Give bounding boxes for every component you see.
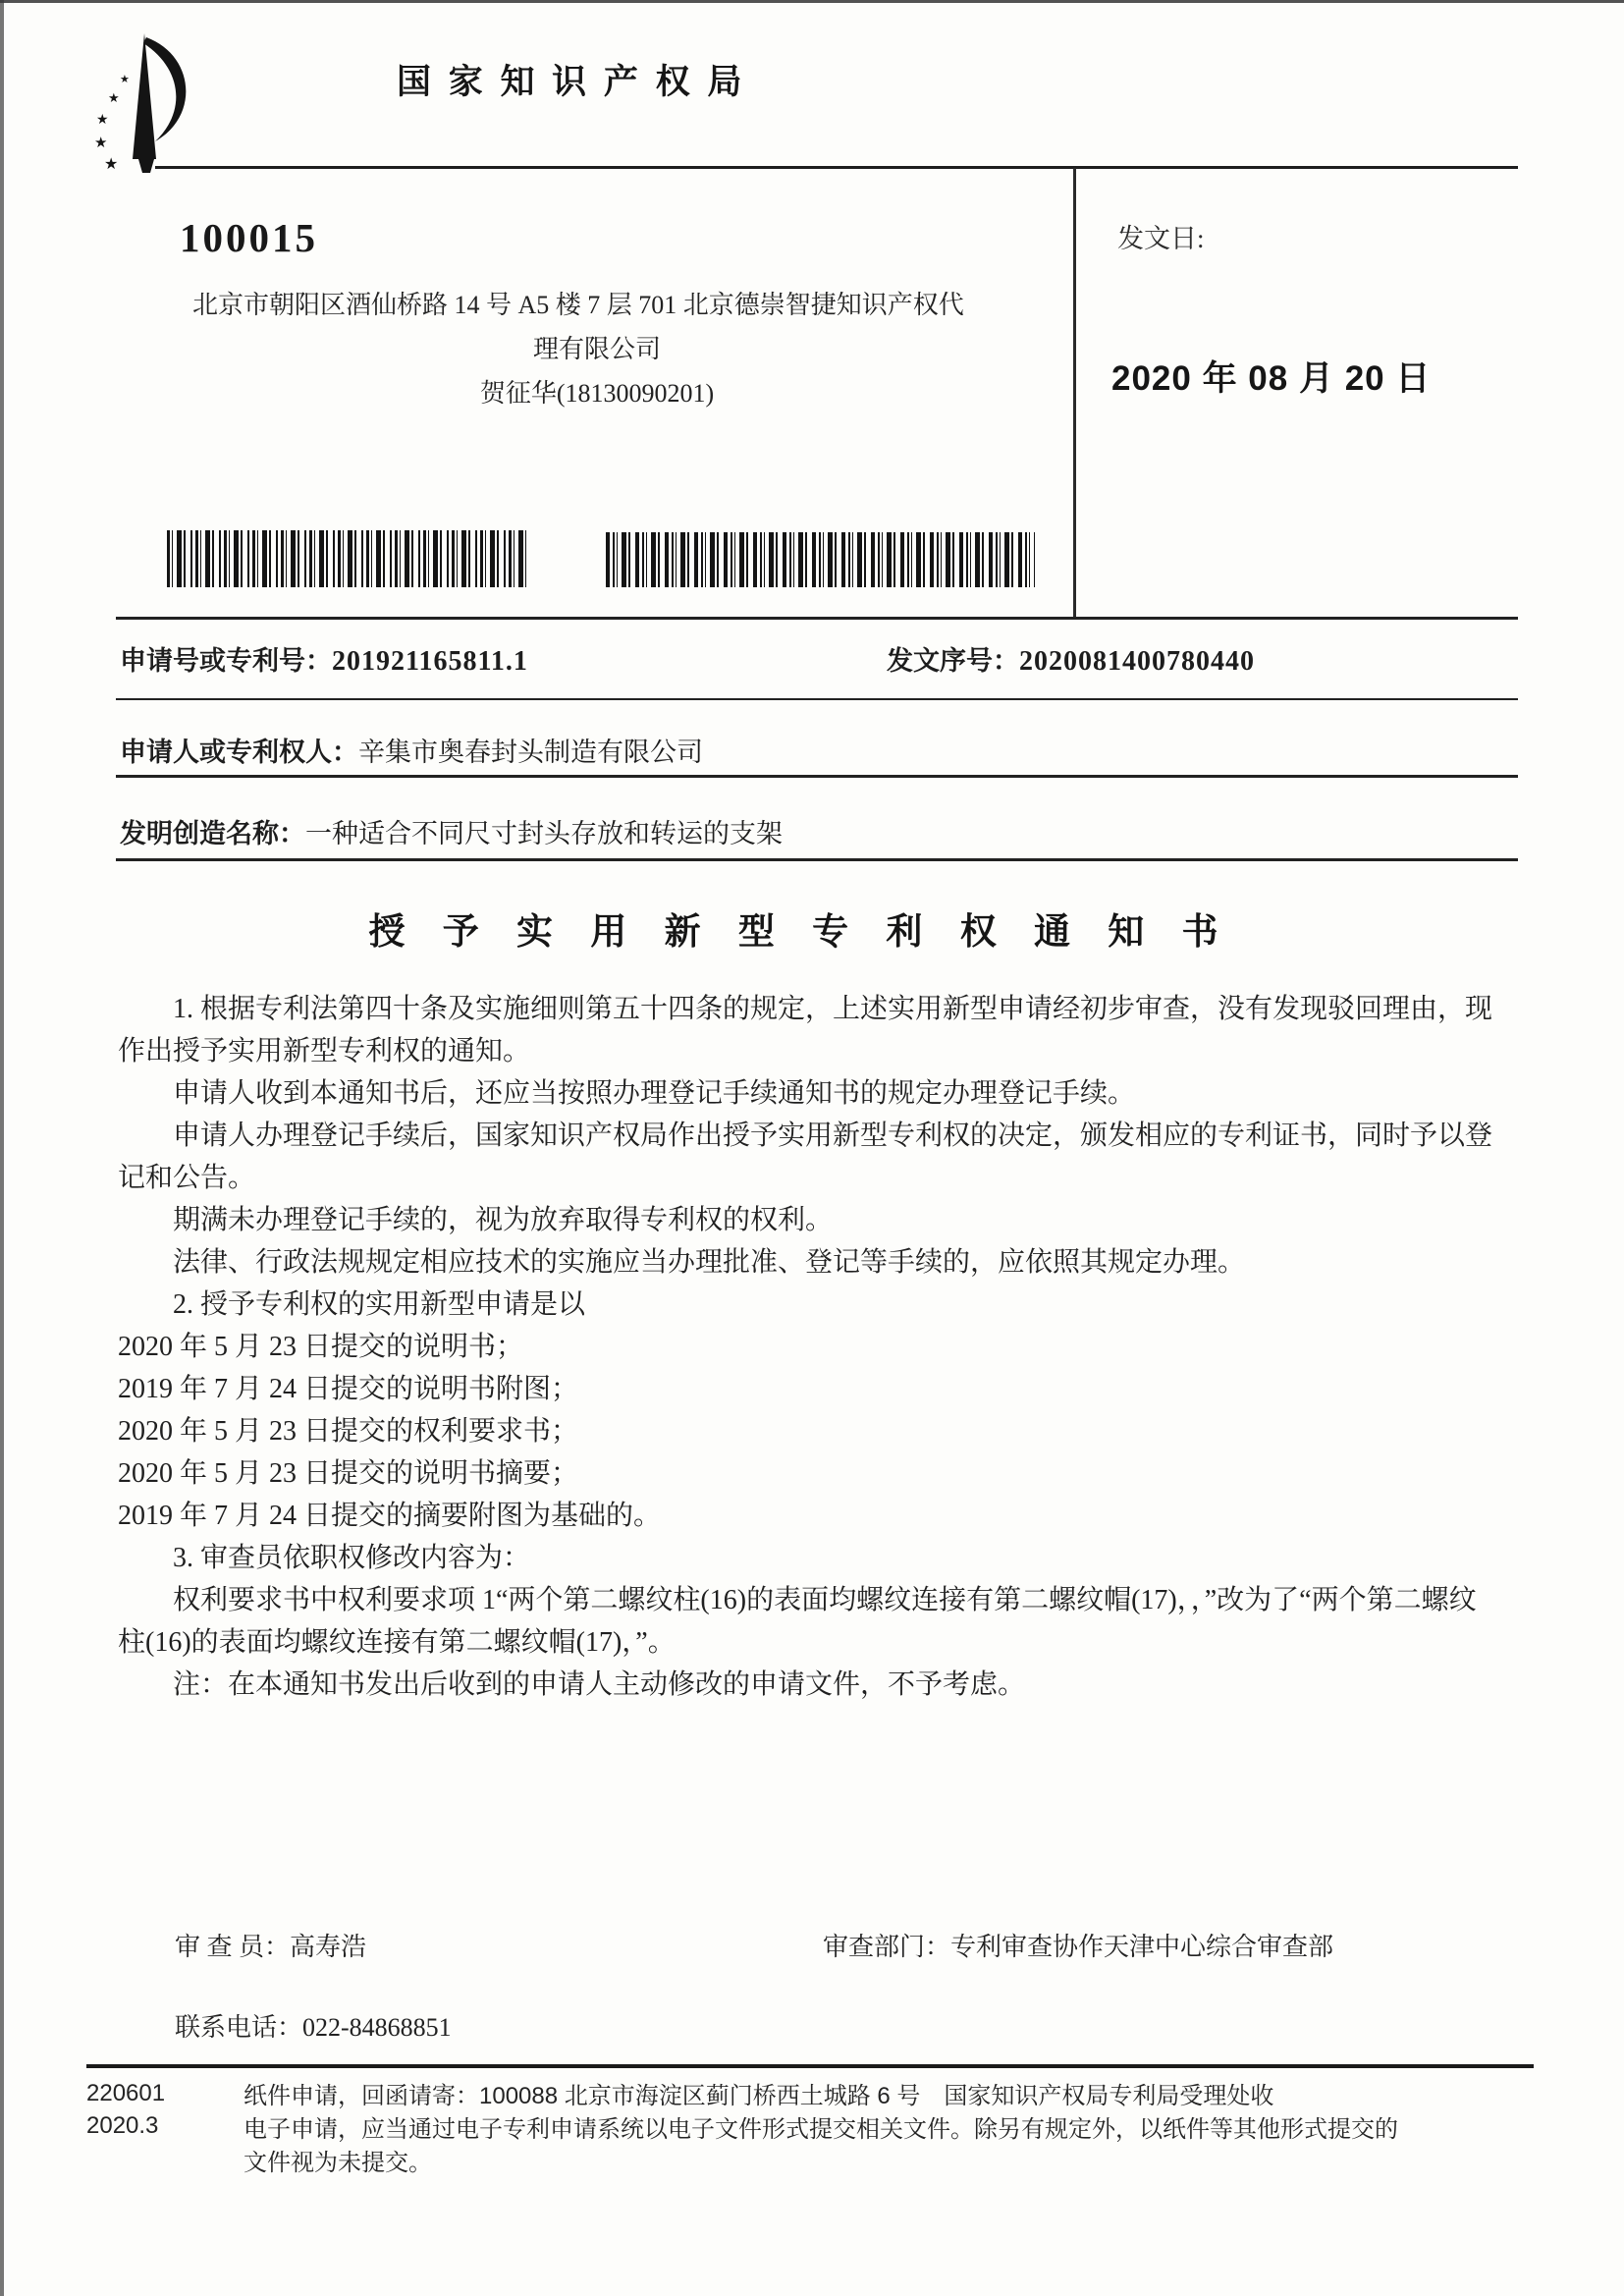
footer-efiling-line2: 文件视为未提交。 bbox=[244, 2150, 432, 2176]
paragraph-3: 申请人办理登记手续后，国家知识产权局作出授予实用新型专利权的决定，颁发相应的专利证书，同时予以登记和公告。 bbox=[118, 1121, 1493, 1193]
footer-divider bbox=[86, 2064, 1534, 2068]
date-box-divider bbox=[1073, 168, 1076, 618]
form-code: 220601 bbox=[86, 2080, 166, 2106]
paragraph-1: 1. 根据专利法第四十条及实施细则第五十四条的规定，上述实用新型申请经初步审查，没有发现驳回理由，现作出授予实用新型专利权的通知。 bbox=[118, 994, 1493, 1066]
divider-above-applicant-row bbox=[116, 698, 1518, 700]
application-number-row bbox=[120, 639, 528, 678]
serial-number-row bbox=[887, 639, 1255, 678]
section2-item: 2020 年 5 月 23 日提交的说明书摘要； bbox=[118, 1458, 579, 1489]
form-date: 2020.3 bbox=[86, 2112, 159, 2139]
barcode-serial-icon bbox=[606, 532, 1035, 587]
department-value: 专利审查协作天津中心综合审查部 bbox=[950, 1933, 1334, 1961]
section3-note: 注：在本通知书发出后收到的申请人主动修改的申请文件，不予考虑。 bbox=[173, 1669, 1026, 1700]
divider-below-invention-row bbox=[116, 858, 1518, 861]
dispatch-date-value: 2020 年 08 月 20 日 bbox=[1111, 359, 1432, 398]
application-number-value: 201921165811.1 bbox=[332, 646, 528, 677]
examiner-label: 审 查 员： bbox=[175, 1933, 291, 1961]
examiner-name: 高寿浩 bbox=[290, 1933, 367, 1961]
department-line bbox=[823, 1927, 1333, 1963]
section3-intro: 3. 审查员依职权修改内容为： bbox=[173, 1543, 531, 1573]
header-divider bbox=[155, 166, 1518, 169]
svg-text:★: ★ bbox=[120, 74, 130, 85]
dispatch-date-label: 发文日: bbox=[1117, 224, 1205, 253]
svg-text:★: ★ bbox=[96, 113, 109, 128]
phone-value: 022-84868851 bbox=[302, 2013, 452, 2042]
section2-item: 2020 年 5 月 23 日提交的权利要求书； bbox=[118, 1416, 579, 1447]
paragraph-4: 期满未办理登记手续的，视为放弃取得专利权的权利。 bbox=[173, 1205, 834, 1235]
svg-text:★: ★ bbox=[94, 136, 108, 151]
applicant-label: 申请人或专利权人： bbox=[120, 738, 358, 767]
recipient-agent: 贺征华(18130090201) bbox=[479, 379, 715, 408]
section2-item: 2019 年 7 月 24 日提交的摘要附图为基础的。 bbox=[118, 1501, 662, 1531]
recipient-postal-code: 100015 bbox=[180, 215, 318, 260]
scan-edge-top bbox=[0, 0, 1624, 3]
svg-text:★: ★ bbox=[108, 90, 120, 105]
section3-body: 权利要求书中权利要求项 1“两个第二螺纹柱(16)的表面均螺纹连接有第二螺纹帽(17)，，”改为了“两个第二螺纹柱(16)的表面均螺纹连接有第二螺纹帽(17)，”。 bbox=[118, 1585, 1477, 1658]
recipient-address-line1: 北京市朝阳区酒仙桥路 14 号 A5 楼 7 层 701 北京德崇智捷知识产权代 bbox=[192, 291, 964, 319]
recipient-address bbox=[192, 283, 1001, 415]
serial-number-value: 2020081400780440 bbox=[1019, 646, 1255, 677]
paragraph-2: 申请人收到本通知书后，还应当按照办理登记手续通知书的规定办理登记手续。 bbox=[173, 1078, 1136, 1109]
invention-row bbox=[120, 812, 783, 850]
notice-title: 授 予 实 用 新 型 专 利 权 通 知 书 bbox=[368, 911, 1232, 952]
divider-above-application-row bbox=[116, 617, 1518, 620]
examiner-line bbox=[175, 1927, 366, 1963]
phone-label: 联系电话： bbox=[175, 2013, 303, 2042]
barcode-application-icon bbox=[167, 530, 526, 587]
serial-number-label: 发文序号： bbox=[887, 646, 1019, 676]
footer-paper-filing-line: 纸件申请，回函请寄：100088 北京市海淀区蓟门桥西土城路 6 号 国家知识产权局专利局受理处收 bbox=[244, 2083, 1274, 2109]
cnipa-logo-icon bbox=[84, 31, 204, 175]
invention-title-label: 发明创造名称： bbox=[120, 819, 305, 848]
footer-instructions bbox=[244, 2080, 1549, 2180]
notice-body bbox=[118, 988, 1494, 1706]
section2-item: 2020 年 5 月 23 日提交的说明书； bbox=[118, 1332, 524, 1362]
section2-intro: 2. 授予专利权的实用新型申请是以 bbox=[173, 1289, 586, 1320]
scan-edge-left bbox=[0, 0, 4, 2296]
agency-title: 国 家 知 识 产 权 局 bbox=[397, 63, 746, 101]
phone-line bbox=[175, 2007, 452, 2044]
divider-above-invention-row bbox=[116, 775, 1518, 778]
svg-text:★: ★ bbox=[104, 156, 119, 173]
footer-efiling-line1: 电子申请，应当通过电子专利申请系统以电子文件形式提交相关文件。除另有规定外，以纸件等其他形式提交的 bbox=[244, 2116, 1398, 2143]
applicant-value: 辛集市奥春封头制造有限公司 bbox=[358, 738, 703, 767]
paragraph-5: 法律、行政法规规定相应技术的实施应当办理批准、登记等手续的，应依照其规定办理。 bbox=[173, 1247, 1246, 1278]
department-label: 审查部门： bbox=[823, 1933, 951, 1961]
recipient-address-line2: 理有限公司 bbox=[532, 335, 661, 363]
applicant-row bbox=[120, 731, 703, 769]
application-number-label: 申请号或专利号： bbox=[120, 646, 332, 676]
section2-item: 2019 年 7 月 24 日提交的说明书附图； bbox=[118, 1374, 579, 1404]
invention-title-value: 一种适合不同尺寸封头存放和转运的支架 bbox=[305, 819, 783, 848]
